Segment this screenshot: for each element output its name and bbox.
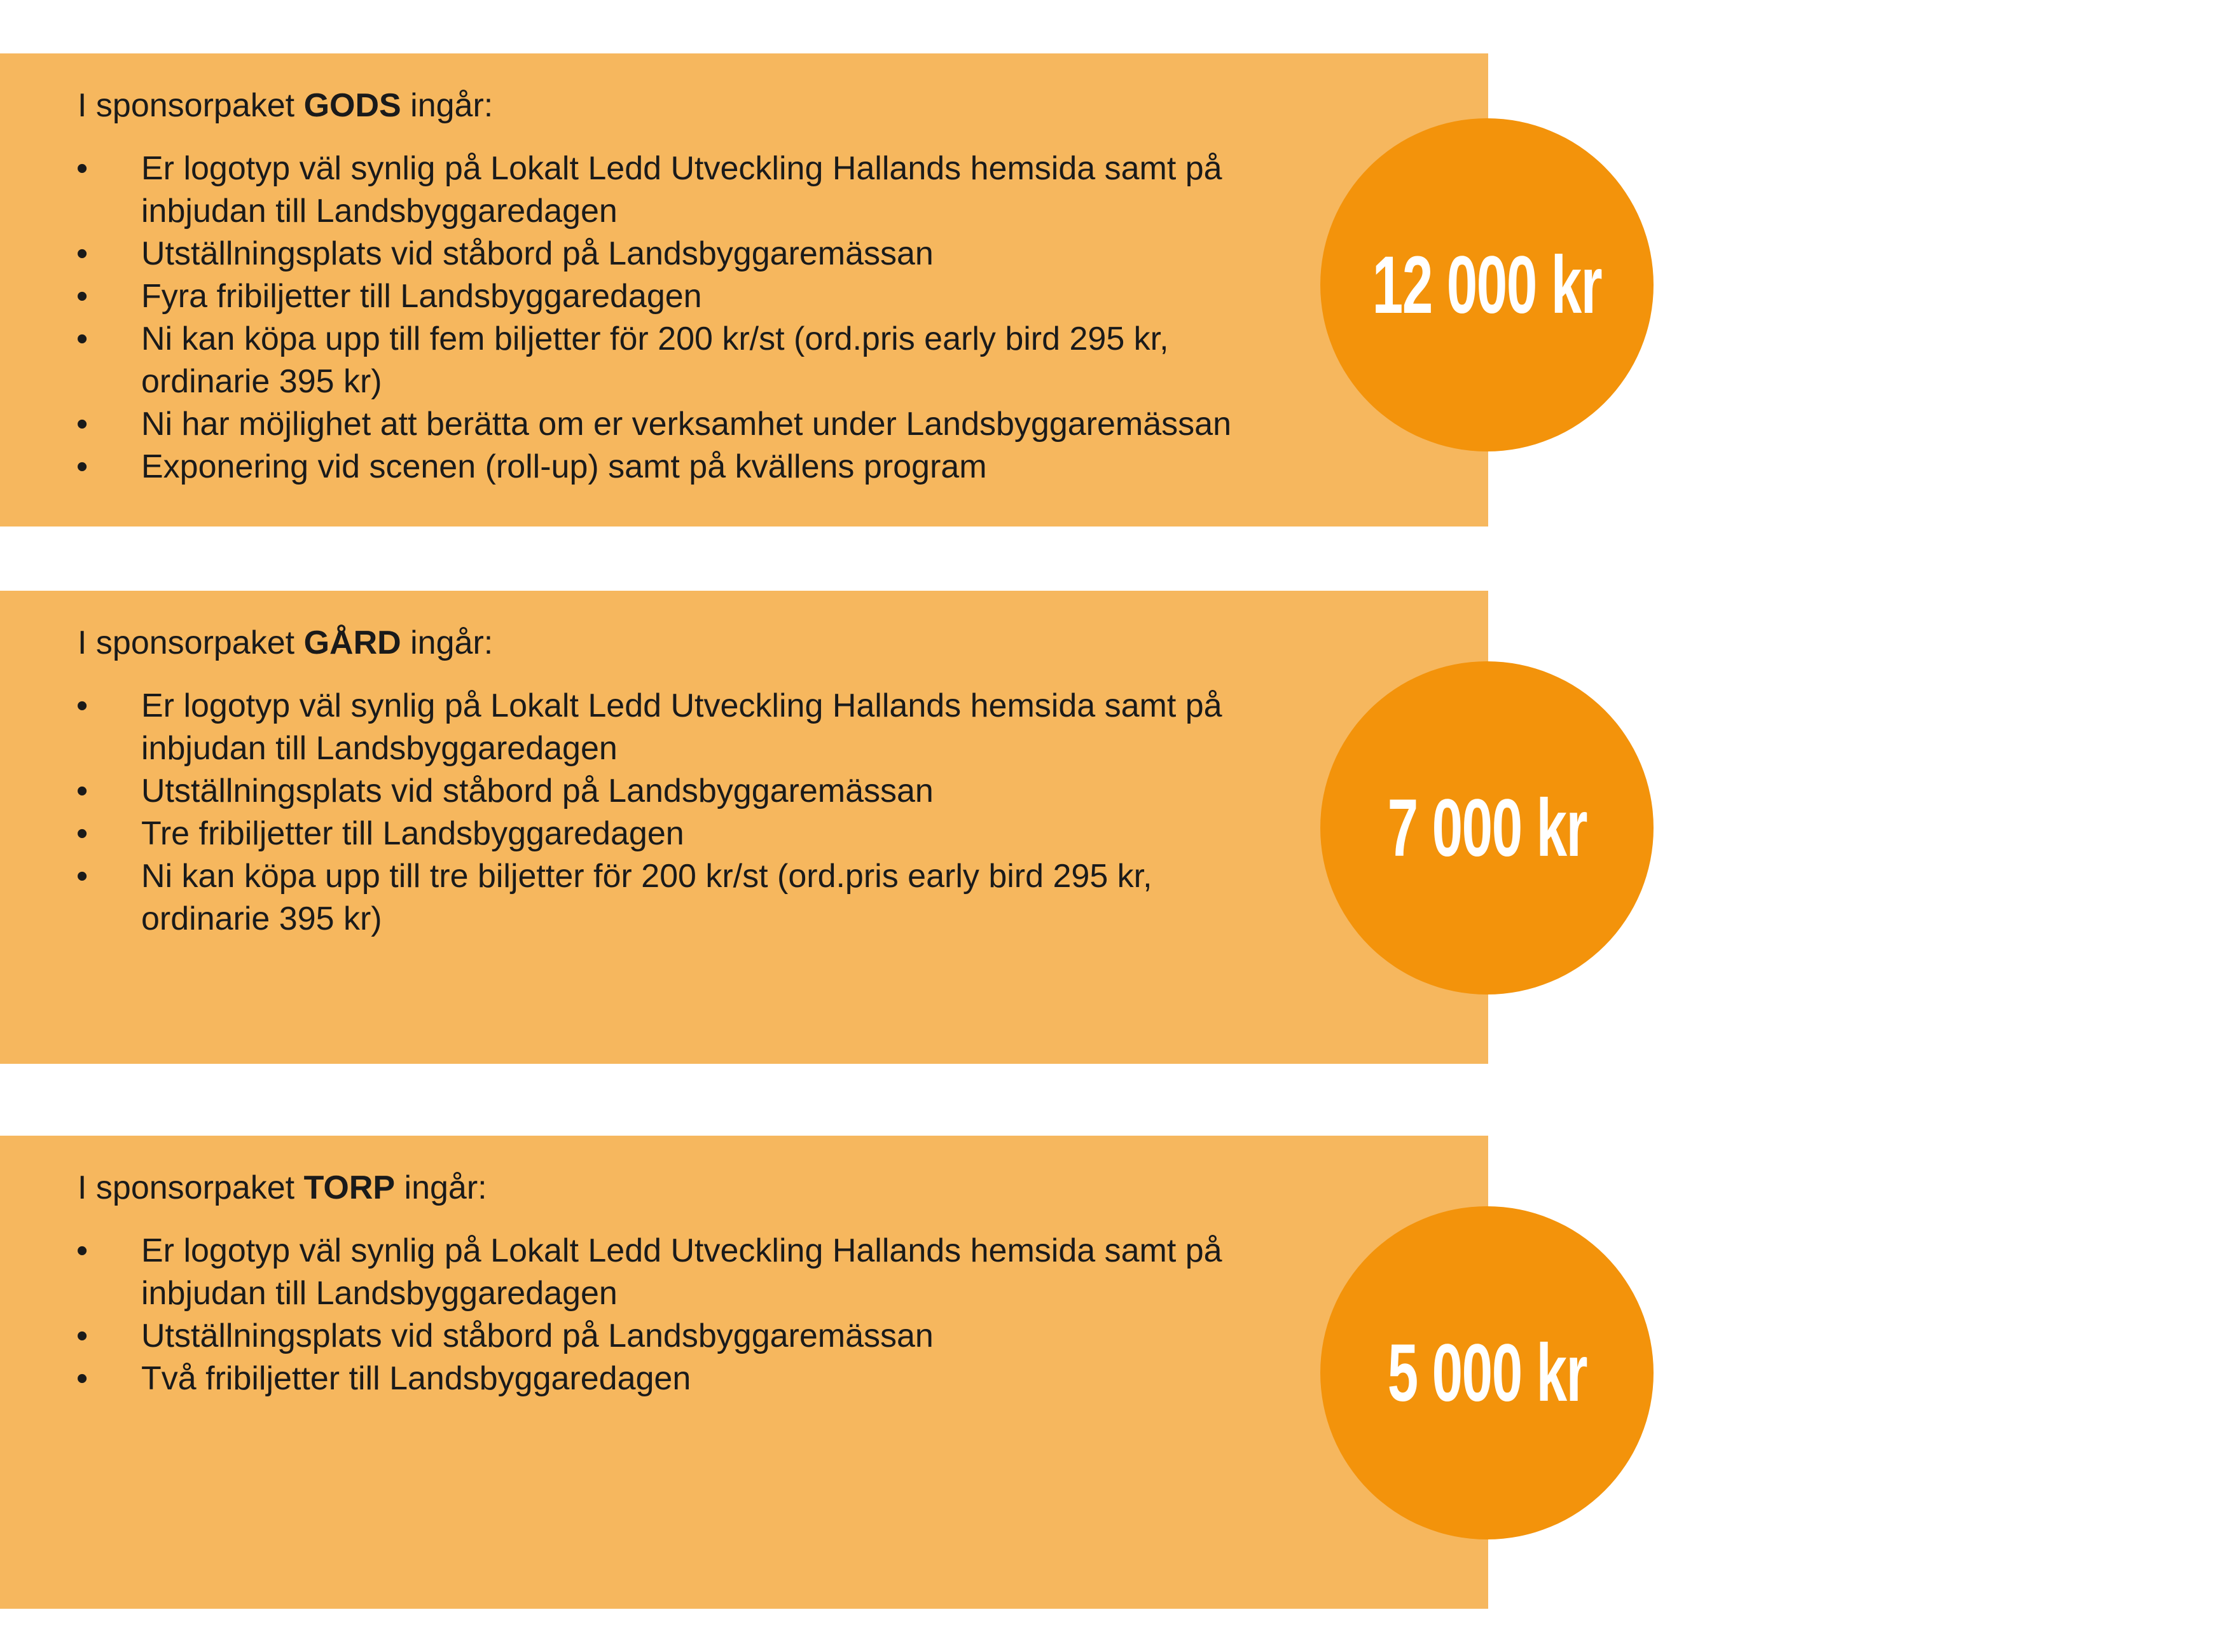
heading-prefix: I sponsorpaket [78, 1169, 295, 1206]
package-name: TORP [303, 1169, 396, 1206]
bullet-icon: • [76, 448, 88, 485]
bullet-icon: • [76, 1318, 88, 1354]
list-item-text: Er logotyp väl synlig på Lokalt Ledd Utveckling Hallands hemsida samt på inbjudan till Landsbyggaredagen [141, 1232, 1222, 1312]
heading-prefix: I sponsorpaket [78, 87, 295, 124]
package-torp [0, 1136, 1488, 1609]
price-label: 12 000 kr [1372, 239, 1602, 331]
heading-suffix: ingår: [410, 624, 494, 661]
package-gods [0, 53, 1488, 527]
list-item [0, 148, 1247, 233]
list-item [0, 770, 1247, 813]
list-item-text: Er logotyp väl synlig på Lokalt Ledd Utveckling Hallands hemsida samt på inbjudan till Landsbyggaredagen [141, 687, 1222, 767]
list-item [0, 275, 1247, 318]
list-item [0, 1315, 1247, 1358]
price-badge-gods [1320, 118, 1654, 451]
heading-suffix: ingår: [404, 1169, 487, 1206]
bullet-icon: • [76, 150, 88, 187]
benefit-list [0, 148, 1247, 488]
list-item [0, 685, 1247, 770]
heading-prefix: I sponsorpaket [78, 624, 295, 661]
benefit-list [0, 1230, 1247, 1400]
list-item-text: Fyra fribiljetter till Landsbyggaredagen [141, 278, 702, 315]
package-gard [0, 591, 1488, 1064]
bullet-icon: • [76, 278, 88, 315]
list-item [0, 1230, 1247, 1315]
list-item-text: Utställningsplats vid ståbord på Landsbyggaremässan [141, 773, 934, 809]
list-item [0, 855, 1247, 940]
list-item [0, 1358, 1247, 1400]
list-item-text: Ni kan köpa upp till fem biljetter för 200 kr/st (ord.pris early bird 295 kr, ordinarie 395 kr) [141, 320, 1169, 400]
bullet-icon: • [76, 858, 88, 895]
list-item [0, 446, 1247, 488]
bullet-icon: • [76, 773, 88, 809]
package-heading [78, 85, 493, 126]
list-item [0, 318, 1247, 403]
price-label: 7 000 kr [1387, 782, 1587, 874]
list-item-text: Er logotyp väl synlig på Lokalt Ledd Utveckling Hallands hemsida samt på inbjudan till Landsbyggaredagen [141, 150, 1222, 230]
list-item-text: Ni har möjlighet att berätta om er verksamhet under Landsbyggaremässan [141, 406, 1231, 443]
list-item-text: Två fribiljetter till Landsbyggaredagen [141, 1360, 691, 1397]
package-heading [78, 623, 493, 663]
package-name: GODS [303, 87, 401, 124]
bullet-icon: • [76, 235, 88, 272]
heading-suffix: ingår: [410, 87, 494, 124]
package-name: GÅRD [303, 624, 401, 661]
list-item-text: Utställningsplats vid ståbord på Landsbyggaremässan [141, 1318, 934, 1354]
list-item-text: Tre fribiljetter till Landsbyggaredagen [141, 815, 684, 852]
list-item-text: Ni kan köpa upp till tre biljetter för 200 kr/st (ord.pris early bird 295 kr, ordinarie 395 kr) [141, 858, 1152, 937]
list-item [0, 233, 1247, 275]
list-item [0, 403, 1247, 446]
price-label: 5 000 kr [1387, 1327, 1587, 1419]
bullet-icon: • [76, 1360, 88, 1397]
bullet-icon: • [76, 406, 88, 443]
list-item-text: Utställningsplats vid ståbord på Landsbyggaremässan [141, 235, 934, 272]
list-item-text: Exponering vid scenen (roll-up) samt på kvällens program [141, 448, 987, 485]
benefit-list [0, 685, 1247, 940]
price-badge-torp [1320, 1206, 1654, 1539]
price-badge-gard [1320, 661, 1654, 995]
bullet-icon: • [76, 687, 88, 724]
bullet-icon: • [76, 320, 88, 357]
bullet-icon: • [76, 1232, 88, 1269]
package-heading [78, 1167, 487, 1208]
bullet-icon: • [76, 815, 88, 852]
list-item [0, 813, 1247, 855]
